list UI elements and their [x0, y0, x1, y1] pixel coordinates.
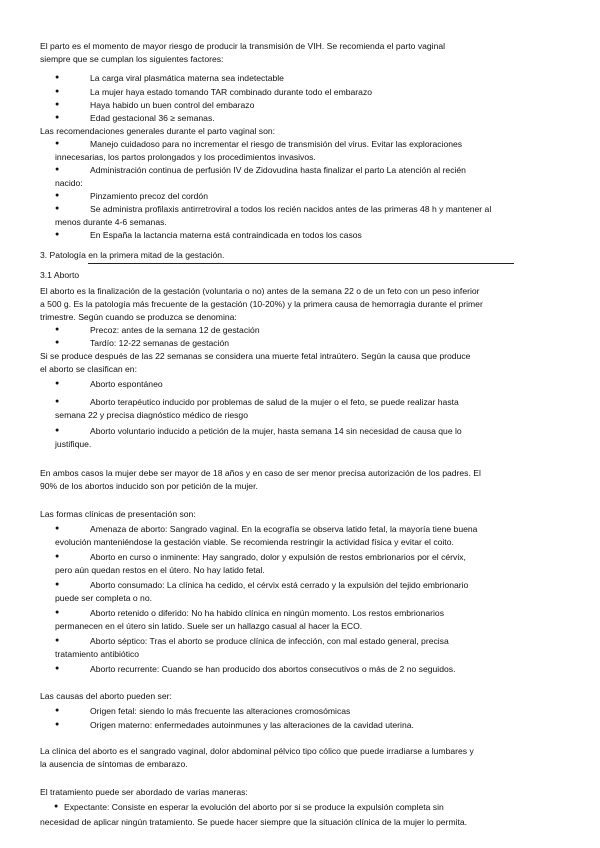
- text-line: El parto es el momento de mayor riesgo de producir la transmisión de VIH. Se recomienda el parto vaginal: [40, 41, 446, 51]
- bullet-point: ●: [55, 721, 60, 728]
- text-line: Expectante: Consiste en esperar la evolución del aborto por si se produce la expulsión completa sin: [64, 802, 444, 812]
- bullet-point: ●: [55, 205, 60, 212]
- text-line: 3.1 Aborto: [40, 270, 80, 280]
- text-line: necesidad de aplicar ningún tratamiento. Se puede hacer siempre que la situación clínica de la mujer lo permita.: [40, 817, 468, 827]
- bullet-point: ●: [55, 427, 60, 434]
- text-line: la ausencia de síntomas de embarazo.: [40, 759, 188, 769]
- text-line: Las recomendaciones generales durante el parto vaginal son:: [40, 126, 276, 136]
- text-line: 3. Patología en la primera mitad de la gestación.: [40, 250, 225, 260]
- text-line: Aborto terapéutico inducido por problemas de salud de la mujer o el feto, se puede realizar hasta: [90, 397, 459, 407]
- text-line: Aborto recurrente: Cuando se han producido dos abortos consecutivos o más de 2 no seguidos.: [90, 664, 456, 674]
- bullet-point: ●: [55, 609, 60, 616]
- bullet-point: ●: [55, 231, 60, 238]
- bullet-point: ●: [55, 140, 60, 147]
- bullet-point: ●: [54, 803, 59, 810]
- text-line: Se administra profilaxis antirretroviral a todos los recién nacidos antes de las primeras 48 h y mantener al: [90, 204, 492, 214]
- text-line: el aborto se clasifican en:: [40, 364, 137, 374]
- text-line: Tardío: 12-22 semanas de gestación: [90, 338, 230, 348]
- bullet-point: ●: [55, 525, 60, 532]
- bullet-point: ●: [55, 101, 60, 108]
- text-line: innecesarias, los partos prolongados y los procedimientos invasivos.: [55, 152, 316, 162]
- text-line: Pinzamiento precoz del cordón: [90, 191, 208, 201]
- bullet-point: ●: [55, 707, 60, 714]
- text-line: nacido:: [55, 178, 83, 188]
- text-line: Amenaza de aborto: Sangrado vaginal. En la ecografía se observa latido fetal, la mayoría tiene buena: [90, 524, 478, 534]
- bullet-point: ●: [55, 581, 60, 588]
- text-line: El aborto es la finalización de la gestación (voluntaria o no) antes de la semana 22 o de un feto con un peso inferior: [40, 286, 480, 296]
- bullet-point: ●: [55, 398, 60, 405]
- text-line: La mujer haya estado tomando TAR combinado durante todo el embarazo: [90, 87, 373, 97]
- text-line: Las formas clínicas de presentación son:: [40, 509, 196, 519]
- bullet-point: ●: [55, 665, 60, 672]
- text-line: Aborto en curso o inminente: Hay sangrado, dolor y expulsión de restos embrionarios por el cérvix,: [90, 552, 466, 562]
- text-line: semana 22 y precisa diagnóstico médico de riesgo: [55, 410, 248, 420]
- text-line: justifique.: [55, 439, 92, 449]
- text-line: Origen materno: enfermedades autoinmunes y las alteraciones de la cavidad uterina.: [90, 720, 414, 730]
- text-line: siempre que se cumplan los siguientes factores:: [40, 54, 224, 64]
- text-line: Aborto retenido o diferido: No ha habido clínica en ningún momento. Los restos embrionarios: [90, 608, 444, 618]
- text-line: En España la lactancia materna está contraindicada en todos los casos: [90, 230, 362, 240]
- text-line: La clínica del aborto es el sangrado vaginal, dolor abdominal pélvico tipo cólico que puede irradiarse a lumbares y: [40, 746, 474, 756]
- text-line: El tratamiento puede ser abordado de varias maneras:: [40, 787, 248, 797]
- text-line: Haya habido un buen control del embarazo: [90, 100, 255, 110]
- text-line: Edad gestacional 36 ≥ semanas.: [90, 113, 215, 123]
- section-heading-underline: [88, 263, 514, 264]
- text-line: a 500 g. Es la patología más frecuente de la gestación (10-20%) y la primera causa de hemorragia durante el primer: [40, 299, 483, 309]
- text-line: Aborto séptico: Tras el aborto se produce clínica de infección, con mal estado general, precisa: [90, 636, 449, 646]
- text-line: menos durante 4-6 semanas.: [55, 217, 167, 227]
- text-line: Aborto consumado: La clínica ha cedido, el cérvix está cerrado y la expulsión del tejido embrionario: [90, 580, 469, 590]
- text-line: En ambos casos la mujer debe ser mayor de 18 años y en caso de ser menor precisa autorización de los padres. El: [40, 468, 481, 478]
- text-line: Precoz: antes de la semana 12 de gestación: [90, 325, 260, 335]
- text-line: puede ser completa o no.: [55, 593, 152, 603]
- bullet-point: ●: [55, 74, 60, 81]
- text-line: trimestre. Según cuando se produzca se denomina:: [40, 312, 237, 322]
- bullet-point: ●: [55, 88, 60, 95]
- bullet-point: ●: [55, 380, 60, 387]
- bullet-point: ●: [55, 114, 60, 121]
- text-line: 90% de los abortos inducido son por petición de la mujer.: [40, 481, 258, 491]
- bullet-point: ●: [55, 166, 60, 173]
- text-line: Manejo cuidadoso para no incrementar el riesgo de transmisión del virus. Evitar las exploraciones: [90, 139, 463, 149]
- text-line: tratamiento antibiótico: [55, 649, 140, 659]
- text-line: La carga viral plasmática materna sea indetectable: [90, 73, 284, 83]
- bullet-point: ●: [55, 326, 60, 333]
- text-line: Si se produce después de las 22 semanas se considera una muerte fetal intraútero. Según la causa que produce: [40, 351, 471, 361]
- text-line: Aborto voluntario inducido a petición de la mujer, hasta semana 14 sin necesidad de causa que lo: [90, 426, 462, 436]
- text-line: evolución manteniéndose la gestación viable. Se recomienda restringir la actividad física y evitar el coito.: [55, 537, 454, 547]
- bullet-point: ●: [55, 339, 60, 346]
- text-line: Origen fetal: siendo lo más frecuente las alteraciones cromosómicas: [90, 706, 351, 716]
- bullet-point: ●: [55, 553, 60, 560]
- text-line: Administración continua de perfusión IV de Zidovudina hasta finalizar el parto La atención al recién: [90, 165, 466, 175]
- text-line: permanecen en el útero sin latido. Suele ser un hallazgo casual al hacer la ECO.: [55, 621, 363, 631]
- bullet-point: ●: [55, 637, 60, 644]
- text-line: Las causas del aborto pueden ser:: [40, 691, 172, 701]
- bullet-point: ●: [55, 192, 60, 199]
- text-line: pero aún quedan restos en el útero. No hay latido fetal.: [55, 565, 265, 575]
- text-line: Aborto espontáneo: [90, 379, 163, 389]
